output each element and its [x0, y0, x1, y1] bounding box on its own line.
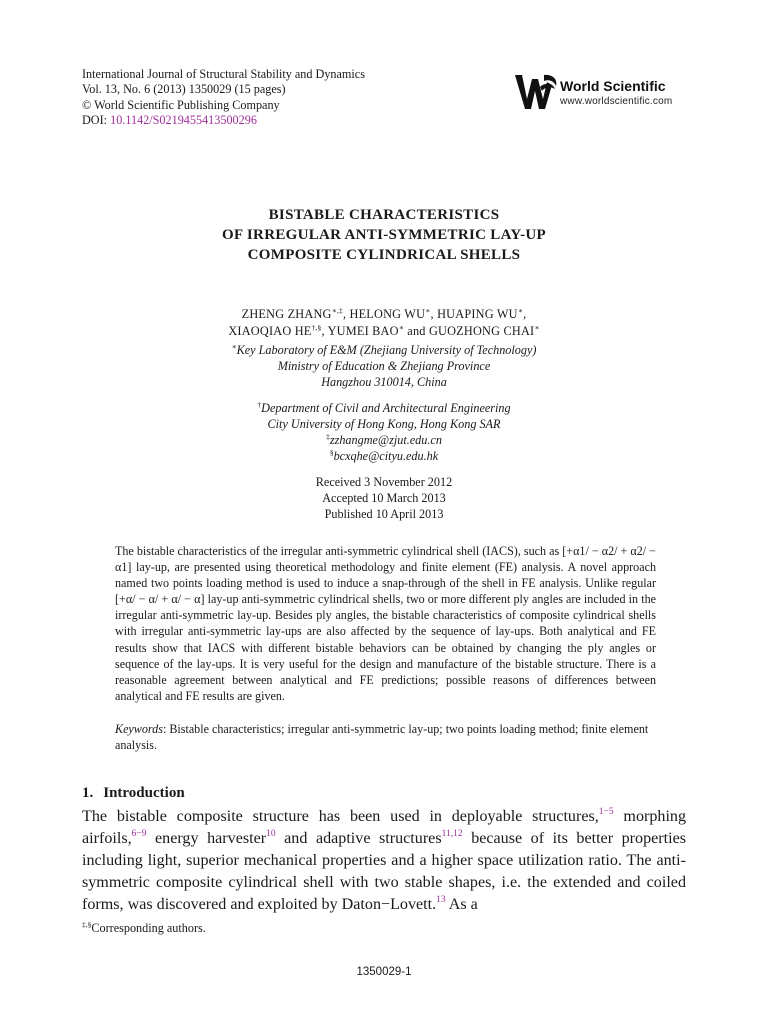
- citation-link[interactable]: 6−9: [131, 829, 147, 839]
- author-list: [0, 306, 768, 339]
- journal-header: [82, 67, 365, 129]
- publisher-url[interactable]: www.worldscientific.com: [560, 96, 673, 107]
- author-affil-mark: †,§: [311, 322, 322, 332]
- author-name: XIAOQIAO HE: [228, 323, 312, 338]
- citation-link[interactable]: 10: [266, 829, 276, 839]
- citation-link[interactable]: 1−5: [598, 807, 614, 817]
- email-mark: §: [329, 447, 334, 457]
- email-line-2: [0, 449, 768, 465]
- publication-dates: [0, 474, 768, 522]
- author-name: YUMEI BAO: [327, 323, 399, 338]
- author-affil-mark: ∗: [534, 322, 540, 332]
- author-name: HUAPING WU: [437, 307, 518, 321]
- world-scientific-logo-icon: [514, 73, 558, 111]
- keywords-text: : Bistable characteristics; irregular anti-symmetric lay-up; two points loading method; finite element analysis.: [115, 722, 649, 753]
- citation-link[interactable]: 13: [436, 895, 446, 905]
- published-date: Published 10 April 2013: [324, 507, 444, 521]
- author-line-2: XIAOQIAO HE†,§, YUMEI BAO∗ and GUOZHONG CHAI∗: [228, 322, 540, 338]
- body-text: morphing airfoils,: [82, 808, 687, 847]
- keywords: [115, 721, 656, 753]
- author-affil-mark: ∗,‡: [331, 306, 343, 315]
- body-text: because of its better properties including light, superior mechanical properties and a higher space utilization ratio. The anti-symmetric composite cylindrical shell with two stable shapes, i.e. the extended and coiled forms, was discovered and exploited by Daton−Lovett.: [82, 830, 686, 913]
- affiliation-2-line-1: [0, 401, 768, 417]
- footnote: [82, 921, 206, 936]
- body-text: energy harvester: [146, 830, 267, 847]
- publisher-name: World Scientific: [560, 78, 666, 94]
- affiliations: [0, 343, 768, 465]
- authors-conjunction: and: [407, 323, 426, 338]
- journal-name: International Journal of Structural Stability and Dynamics: [82, 67, 365, 81]
- introduction-body: [82, 806, 686, 916]
- email-address[interactable]: zzhangme@zjut.edu.cn: [329, 432, 442, 447]
- author-name: HELONG WU: [349, 307, 426, 321]
- abstract-text: The bistable characteristics of the irregular anti-symmetric cylindrical shell (IACS), such as [+α1/ − α2/ + α2/ − α1] lay-up, are presented using theoretical methodology and finite element (FE) analysis. A novel approach named two points loading method is used to induce a snap-through of the shell in FE analysis. Unlike regular [+α/ − α/ + α/ − α] lay-up anti-symmetric cylindrical shells, two or more different ply angles are included in the irregular anti-symmetric lay-up. Besides ply angles, the bistable characteristics of composite cylindrical shells with irregular anti-symmetric lay-ups are also affected by the sequence of lay-ups. Both analytical and FE results show that IACS with different bistable behaviors can be obtained by changing the ply angles or sequence of the lay-ups. It is very useful for the design and manufacture of the bistable structure. There is a reasonable agreement between analytical and FE predictions; possible reasons of differences between analytical and FE results are given.: [115, 544, 656, 703]
- affiliation-mark: †: [257, 400, 262, 410]
- paper-title: [0, 205, 768, 265]
- affiliation-mark: ∗: [231, 342, 237, 351]
- body-text: The bistable composite structure has been used in deployable structures,: [82, 808, 599, 825]
- doi-line: [82, 113, 365, 128]
- footnote-mark: ‡,§: [82, 920, 92, 929]
- email-line-1: [0, 433, 768, 449]
- intro-paragraph: [82, 806, 686, 916]
- accepted-date: Accepted 10 March 2013: [322, 491, 446, 505]
- section-heading: [82, 785, 185, 802]
- title-line-2: OF IRREGULAR ANTI-SYMMETRIC LAY-UP: [222, 227, 546, 243]
- affiliation-1-line-2: Ministry of Education & Zhejiang Province: [277, 358, 491, 373]
- received-date: Received 3 November 2012: [315, 475, 453, 489]
- doi-label: DOI:: [82, 113, 108, 128]
- affiliation-text: Key Laboratory of E&M (Zhejiang University of Technology): [236, 343, 537, 357]
- publisher-logo: [514, 73, 694, 111]
- email-address[interactable]: bcxqhe@cityu.edu.hk: [333, 448, 439, 463]
- section-number: 1.: [82, 785, 94, 801]
- body-text: As a: [445, 896, 478, 913]
- affiliation-1-line-1: [0, 343, 768, 359]
- abstract: [115, 543, 656, 704]
- title-line-3: COMPOSITE CYLINDRICAL SHELLS: [247, 247, 521, 263]
- footnote-text: Corresponding authors.: [91, 921, 206, 935]
- affiliation-2-line-2: City University of Hong Kong, Hong Kong SAR: [267, 417, 501, 432]
- author-affil-mark: ∗: [425, 306, 431, 315]
- section-title: Introduction: [103, 785, 185, 801]
- citation-link[interactable]: 11,12: [441, 829, 463, 839]
- author-name: ZHENG ZHANG: [241, 307, 332, 321]
- author-affil-mark: ∗: [517, 306, 524, 315]
- doi-link[interactable]: 10.1142/S0219455413500296: [110, 113, 257, 128]
- author-name: GUOZHONG CHAI: [428, 323, 535, 338]
- title-line-1: BISTABLE CHARACTERISTICS: [268, 207, 500, 223]
- author-line-1: ZHENG ZHANG∗,‡, HELONG WU∗, HUAPING WU∗,: [241, 306, 527, 321]
- affiliation-1-line-3: Hangzhou 310014, China: [321, 374, 447, 389]
- email-mark: ‡: [326, 431, 330, 441]
- page-number: 1350029-1: [356, 966, 412, 978]
- volume-info: Vol. 13, No. 6 (2013) 1350029 (15 pages): [82, 82, 286, 97]
- affiliation-text: Department of Civil and Architectural Engineering: [261, 401, 511, 416]
- keywords-label: Keywords: [115, 722, 163, 736]
- copyright-line: © World Scientific Publishing Company: [82, 97, 280, 112]
- author-affil-mark: ∗: [398, 322, 405, 332]
- body-text: and adaptive structures: [275, 830, 442, 847]
